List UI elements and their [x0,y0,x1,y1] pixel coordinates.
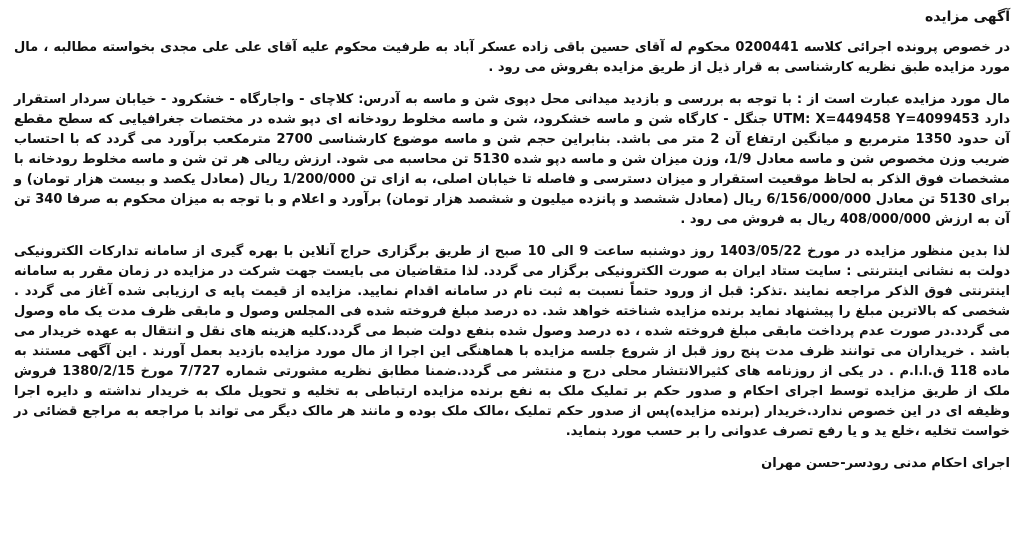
signature-line: اجرای احکام مدنی رودسر-حسن مهران [761,456,1010,471]
intro-paragraph: در خصوص پرونده اجرائی کلاسه 0200441 محکوم له آقای حسین باقی زاده عسکر آباد به طرفیت محکوم علیه آقای علی علی مجدی بخواسته مطالبه ، مال مورد مزایده طبق نظریه کارشناسی به قرار ذیل از طریق مزایده بفروش می رود . [14,40,1010,75]
notice-title: آگهی مزایده [924,9,1010,25]
auction-details-paragraph: لذا بدین منظور مزایده در مورخ 1403/05/22 روز دوشنبه ساعت 9 الی 10 صبح از طریق برگزاری حراج آنلاین با بهره گیری از سامانه تدارکات الکترونیکی دولت به نشانی اینترنتی : سایت ستاد ایران به صورت الکترونیکی برگزار می گردد. لذا متقاضیان می بایست جهت شرکت در مزایده در زمان مقرر به سامانه اینترنتی فوق الذکر مراجعه نمایند .تذکر: قبل از ورود حتماً نسبت به ثبت نام در سامانه اقدام نمایید. مزایده از قیمت پایه ی ارزیابی شده آغاز می گردد . شخصی که بالاترین مبلغ را پیشنهاد نماید برنده مزایده شناخته خواهد شد. ده درصد مبلغ فروخته شده فی المجلس وصول و مابقی ظرف مدت یک ماه وصول می گردد.در صورت عدم پرداخت مابقی مبلغ فروخته شده ، ده درصد وصول شده بنفع دولت ضبط می گردد.کلیه هزینه های نقل و انتقال به عهده خریدار می باشد . خریداران می توانند ظرف مدت پنج روز قبل از شروع جلسه مزایده با هماهنگی این اجرا از مال مورد مزایده بازدید بعمل آورند . این آگهی مستند به ماده 118 ق.ا.ا.م . در یکی از روزنامه های کثیرالانتشار محلی درج و منتشر می گردد.ضمنا مطابق نظریه مشورتی شماره 7/727 مورخ 1380/2/15 فروش ملک از طریق مزایده توسط اجرای احکام و صدور حکم بر تملیک ملک به نفع برنده مزایده ارتباطی به تخلیه و تحویل ملک به خریدار نداشته و دایره اجرا وظیفه ای در این خصوص ندارد.خریدار (برنده مزایده)پس از صدور حکم تملیک ،مالک ملک بوده و مانند هر مالک دیگر می تواند با مراجعه به مراجع قضائی در خواست تخلیه ،خلع ید و یا رفع تصرف عدوانی را بر حسب مورد بنماید. [14,244,1010,439]
property-description-paragraph: مال مورد مزایده عبارت است از : با توجه به بررسی و بازدید میدانی محل دپوی شن و ماسه به آدرس: کلاچای - واجارگاه - خشکرود - خیابان سردار استقرار دارد UTM: X=449458 Y=4099453 جنگل - کارگاه شن و ماسه خشکرود، شن و ماسه مخلوط رودخانه ای دپو شده در مختصات جغرافیایی که سطح مقطع آن حدود 1350 مترمربع و میانگین ارتفاع آن 2 متر می باشد. بنابراین حجم شن و ماسه موضوع کارشناسی 2700 مترمکعب برآورد می گردد که با احتساب ضریب وزن مخصوص شن و ماسه معادل 1/9، وزن میزان شن و ماسه دپو شده 5130 تن محاسبه می شود. ارزش ریالی هر تن شن و ماسه مخلوط رودخانه با مشخصات فوق الذکر به لحاظ موقعیت استقرار و میزان دسترسی و فاصله تا خیابان اصلی، به ازای تن 1/200/000 ریال (معادل یکصد و بیست هزار تومان) و برای 5130 تن معادل 6/156/000/000 ریال (معادل ششصد و پانزده میلیون و ششصد هزار تومان) برآورد و اعلام و با توجه به میزان محکوم به صرفا 340 تن آن به ارزش 408/000/000 ریال به فروش می رود . [14,92,1011,227]
